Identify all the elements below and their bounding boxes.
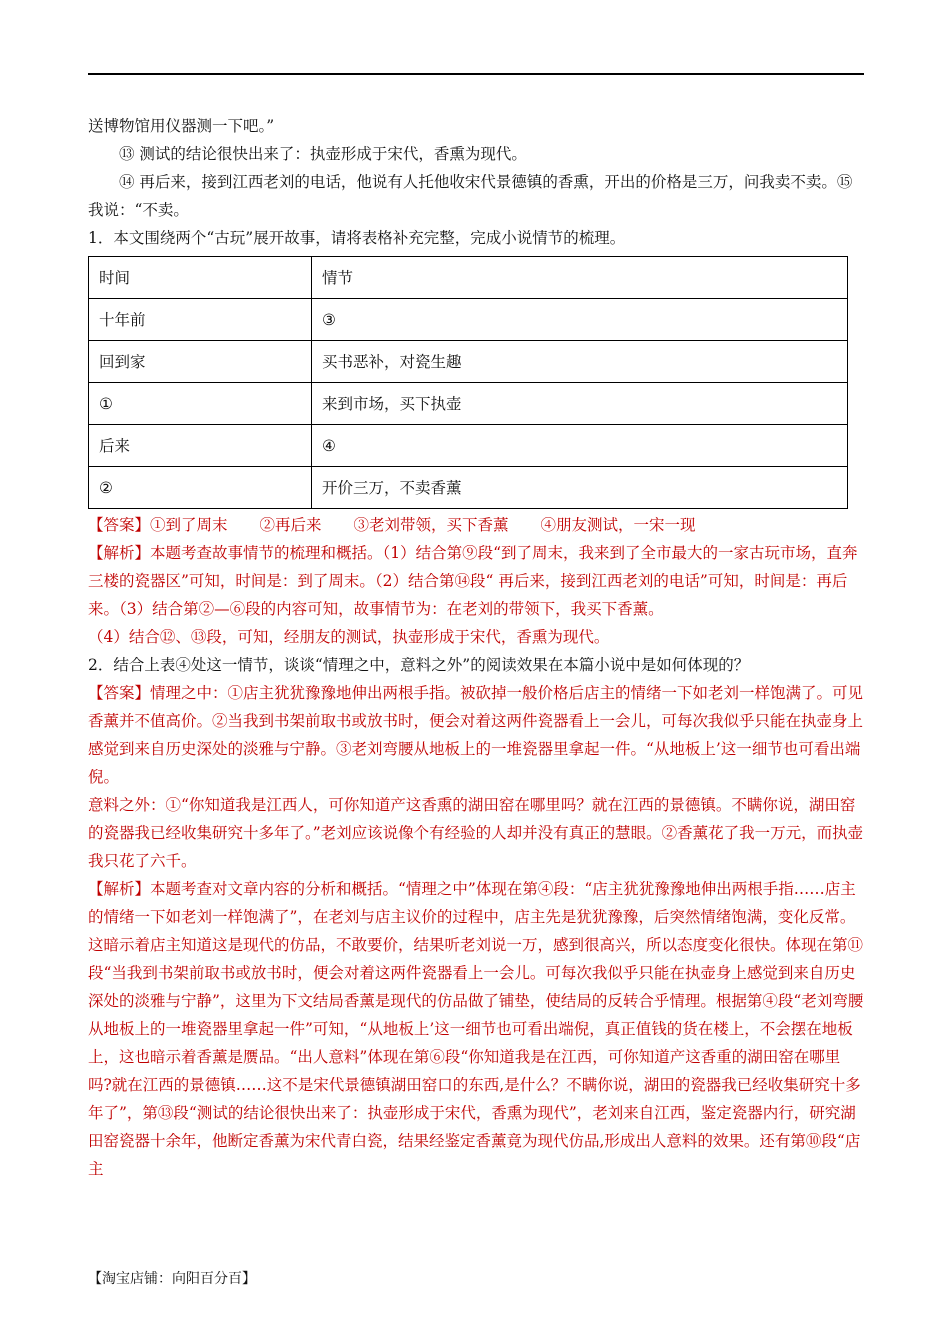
table-row	[89, 425, 848, 467]
question-1-answer	[88, 511, 864, 539]
table-header-time: 时间	[89, 257, 312, 299]
plot-table	[88, 256, 848, 509]
table-cell: 来到市场，买下执壶	[312, 383, 848, 425]
question-2-stem: 2．结合上表④处这一情节，谈谈“情理之中，意料之外”的阅读效果在本篇小说中是如何体现的？	[88, 656, 750, 674]
table-cell: ②	[89, 467, 312, 509]
passage-line-1: 送博物馆用仪器测一下吧。”	[88, 117, 275, 135]
table-cell: 回到家	[89, 341, 312, 383]
footer-shop-label: 【淘宝店铺：向阳百分百】	[88, 1271, 256, 1287]
table-cell: 后来	[89, 425, 312, 467]
table-cell: ③	[312, 299, 848, 341]
question-2-answer-2: 意料之外：①“你知道我是江西人，可你知道产这香熏的湖田窑在哪里吗？就在江西的景德镇。不瞒你说，湖田窑的瓷器我已经收集研究十多年了。”老刘应该说像个有经验的人却并没有真正的慧眼。②香薰花了我一万元，而执壶我只花了六千。	[88, 796, 864, 870]
document-body	[88, 112, 864, 1183]
table-header-plot: 情节	[312, 257, 848, 299]
question-1-analysis: 【解析】本题考查故事情节的梳理和概括。（1）结合第⑨段“到了周末，我来到了全市最大的一家古玩市场，直奔三楼的瓷器区”可知，时间是：到了周末。（2）结合第⑭段“ 再后来，接到江西老刘的电话”可知，时间是：再后来。（3）结合第②—⑥段的内容可知，故事情节为：在老刘的带领下，我买下香薰。	[88, 544, 858, 618]
table-row	[89, 467, 848, 509]
table-cell: 开价三万，不卖香薰	[312, 467, 848, 509]
table-cell: 买书恶补，对瓷生趣	[312, 341, 848, 383]
passage-paragraph-13: ⑬ 测试的结论很快出来了：执壶形成于宋代，香熏为现代。	[119, 145, 527, 163]
passage-paragraph-14: ⑭ 再后来，接到江西老刘的电话，他说有人托他收宋代景德镇的香熏，开出的价格是三万，问我卖不卖。⑮我说：“不卖。	[88, 173, 853, 219]
header-rule	[88, 73, 864, 75]
answer-part-1: 【答案】①到了周末	[88, 516, 228, 534]
table-row	[89, 299, 848, 341]
question-2-answer-1: 【答案】情理之中：①店主犹犹豫豫地伸出两根手指。被砍掉一般价格后店主的情绪一下如老刘一样饱满了。可见香薰并不值高价。②当我到书架前取书或放书时，便会对着这两件瓷器看上一会儿，可每次我似乎只能在执壶身上感觉到来自历史深处的淡雅与宁静。③老刘弯腰从地板上的一堆瓷器里拿起一件。“从地板上’这一细节也可看出端倪。	[88, 684, 864, 786]
table-header-row	[89, 257, 848, 299]
table-cell: ④	[312, 425, 848, 467]
question-2-analysis: 【解析】本题考查对文章内容的分析和概括。“情理之中”体现在第④段：“店主犹犹豫豫地伸出两根手指……店主的情绪一下如老刘一样饱满了”，在老刘与店主议价的过程中，店主先是犹犹豫豫，后突然情绪饱满，变化反常。这暗示着店主知道这是现代的仿品，不敢要价，结果听老刘说一万，感到很高兴，所以态度变化很快。体现在第⑪段“当我到书架前取书或放书时，便会对着这两件瓷器看上一会儿。可每次我似乎只能在执壶身上感觉到来自历史深处的淡雅与宁静”，这里为下文结局香薰是现代的仿品做了铺垫，使结局的反转合乎情理。根据第④段“老刘弯腰从地板上的一堆瓷器里拿起一件”可知，“从地板上’这一细节也可看出端倪，真正值钱的货在楼上，不会摆在地板上，这也暗示着香薰是赝品。“出人意料”体现在第⑥段“你知道我是在江西，可你知道产这香重的湖田窑在哪里吗?就在江西的景德镇……这不是宋代景德镇湖田窑口的东西,是什么？不瞒你说，湖田的瓷器我已经收集研究十多年了”，第⑬段“测试的结论很快出来了：执壶形成于宋代，香熏为现代”，老刘来自江西，鉴定瓷器内行，研究湖田窑瓷器十余年，他断定香薰为宋代青白瓷，结果经鉴定香薰竟为现代仿品,形成出人意料的效果。还有第⑩段“店主	[88, 880, 864, 1178]
question-1-analysis-2: （4）结合⑫、⑬段，可知，经朋友的测试，执壶形成于宋代，香熏为现代。	[88, 628, 610, 646]
question-1-stem: 1．本文围绕两个“古玩”展开故事，请将表格补充完整，完成小说情节的梳理。	[88, 229, 626, 247]
table-row	[89, 383, 848, 425]
answer-part-4: ④朋友测试，一宋一现	[540, 516, 696, 534]
table-row	[89, 341, 848, 383]
answer-part-3: ③老刘带领，买下香薰	[353, 516, 509, 534]
answer-part-2: ②再后来	[259, 516, 322, 534]
table-cell: 十年前	[89, 299, 312, 341]
table-cell: ①	[89, 383, 312, 425]
